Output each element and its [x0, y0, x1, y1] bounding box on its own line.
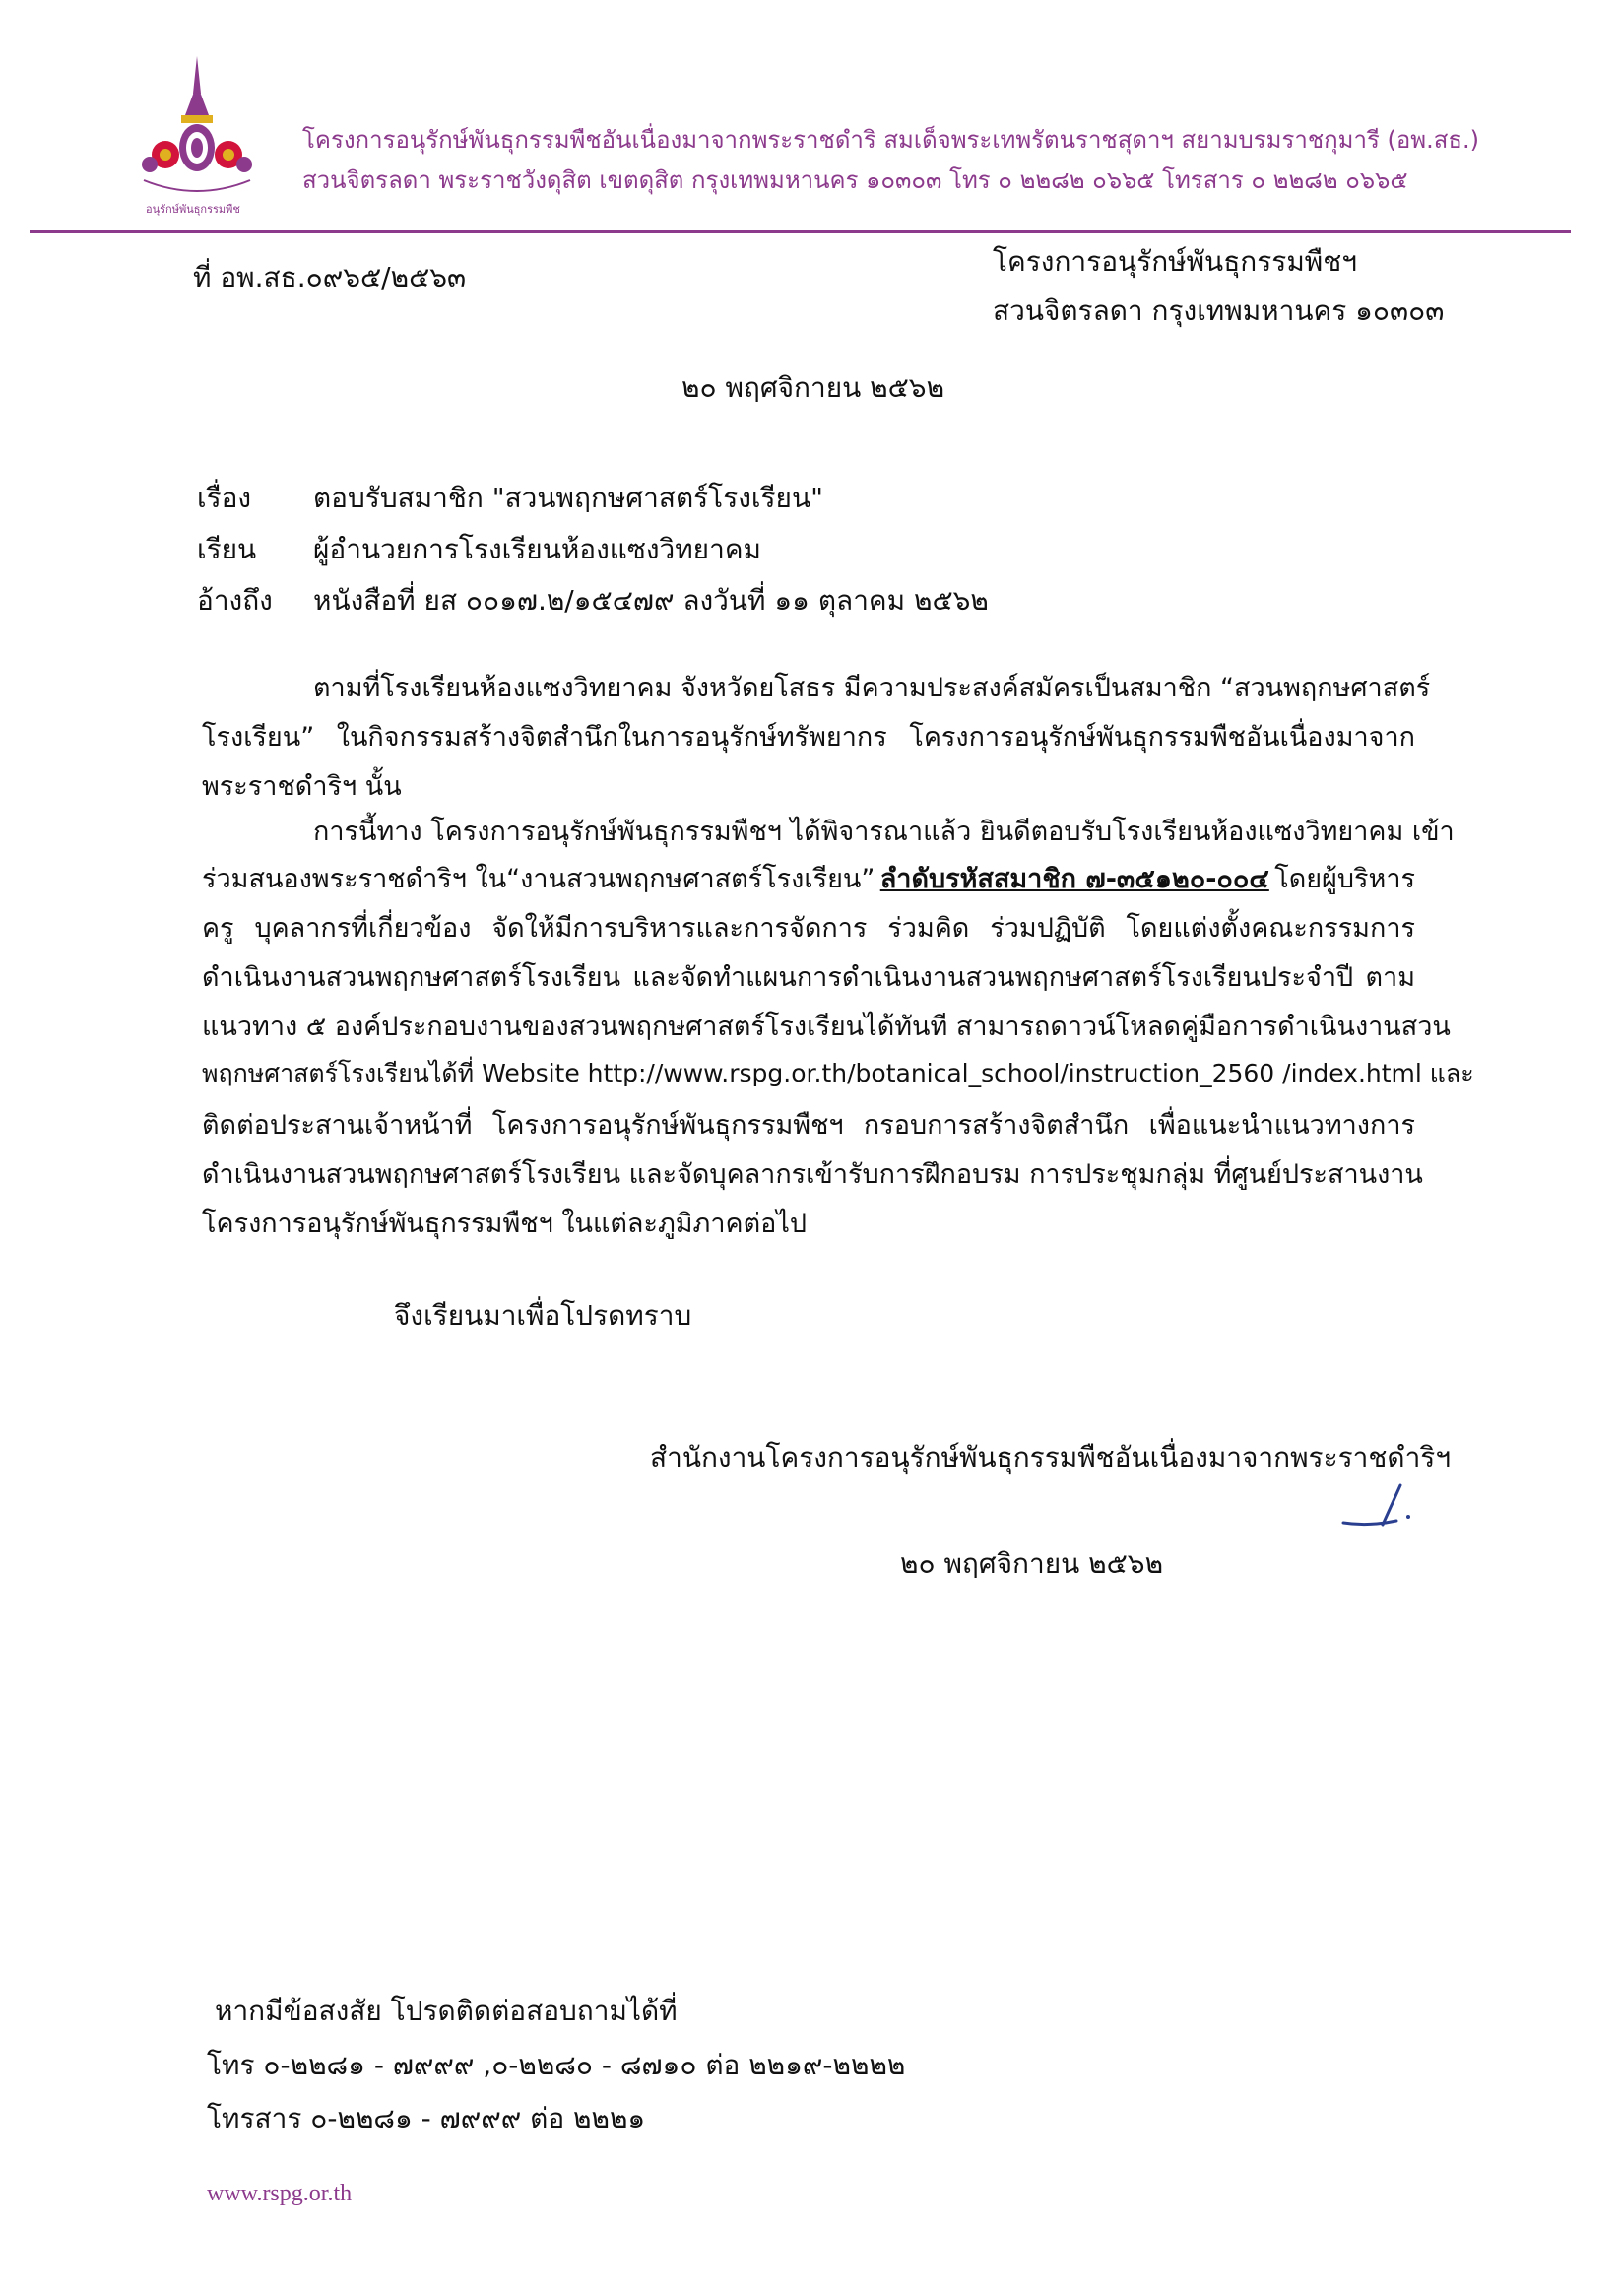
paragraph-1-line-2: โรงเรียน” ในกิจกรรมสร้างจิตสำนึกในการอนุรักษ์ทรัพยากร โครงการอนุรักษ์พันธุกรรมพืชอันเนื่องมาจาก: [202, 722, 1415, 753]
paragraph-2-line-6-website: พฤกษศาสตร์โรงเรียนได้ที่ Website http://www.rspg.or.th/botanical_school/instruction_2560 /index.html และ: [202, 1059, 1474, 1087]
paragraph-2-line-4: ดำเนินงานสวนพฤกษศาสตร์โรงเรียน และจัดทำแผนการดำเนินงานสวนพฤกษศาสตร์โรงเรียนประจำปี ตาม: [202, 962, 1415, 993]
reference-label: อ้างถึง: [197, 584, 273, 617]
paragraph-2-line-2-end: โดยผู้บริหาร: [1274, 864, 1415, 894]
footer-website-link[interactable]: www.rspg.or.th: [207, 2181, 353, 2206]
signature-mark-icon: [1339, 1477, 1418, 1537]
reference-value: หนังสือที่ ยส ๐๐๑๗.๒/๑๕๔๗๙ ลงวันที่ ๑๑ ตุลาคม ๒๕๖๒: [313, 584, 989, 617]
paragraph-2-line-2-start: ร่วมสนองพระราชดำริฯ ใน“งานสวนพฤกษศาสตร์โรงเรียน”: [202, 864, 875, 894]
letterhead-address-line: สวนจิตรลดา พระราชวังดุสิต เขตดุสิต กรุงเทพมหานคร ๑๐๓๐๓ โทร ๐ ๒๒๘๒ ๐๖๖๕ โทรสาร ๐ ๒๒๘๒ ๐๖๖๕: [302, 166, 1408, 194]
letterhead-project-line: โครงการอนุรักษ์พันธุกรรมพืชอันเนื่องมาจากพระราชดำริ สมเด็จพระเทพรัตนราชสุดาฯ สยามบรมราชกุมารี (อพ.สธ.): [302, 126, 1479, 154]
paragraph-2-line-1: การนี้ทาง โครงการอนุรักษ์พันธุกรรมพืชฯ ได้พิจารณาแล้ว ยินดีตอบรับโรงเรียนห้องแซงวิทยาคม เข้า: [313, 817, 1455, 847]
recipient-value: ผู้อำนวยการโรงเรียนห้องแซงวิทยาคม: [313, 533, 761, 565]
closing-text: จึงเรียนมาเพื่อโปรดทราบ: [394, 1299, 692, 1332]
letter-date: ๒๐ พฤศจิกายน ๒๕๖๒: [681, 371, 945, 404]
paragraph-2-line-3: ครู บุคลากรที่เกี่ยวข้อง จัดให้มีการบริหารและการจัดการ ร่วมคิด ร่วมปฏิบัติ โดยแต่งตั้งคณะกรรมการ: [202, 913, 1415, 944]
contact-phone: โทร ๐-๒๒๘๑ - ๗๙๙๙ ,๐-๒๒๘๐ - ๘๗๑๐ ต่อ ๒๒๑๙-๒๒๒๒: [207, 2049, 906, 2081]
contact-intro: หากมีข้อสงสัย โปรดติดต่อสอบถามได้ที่: [215, 1995, 678, 2027]
paragraph-2-line-7: ติดต่อประสานเจ้าหน้าที่ โครงการอนุรักษ์พันธุกรรมพืชฯ กรอบการสร้างจิตสำนึก เพื่อแนะนำแนวทางการ: [202, 1110, 1415, 1141]
handwritten-signature: [1339, 1477, 1418, 1537]
sender-address-line-1: โครงการอนุรักษ์พันธุกรรมพืชฯ: [993, 245, 1357, 278]
contact-fax: โทรสาร ๐-๒๒๘๑ - ๗๙๙๙ ต่อ ๒๒๒๑: [207, 2102, 646, 2134]
member-code: ลำดับรหัสสมาชิก ๗-๓๕๑๒๐-๐๐๔: [879, 864, 1269, 894]
logo-emblem-icon: [138, 54, 256, 202]
subject-label: เรื่อง: [197, 482, 252, 514]
signature-office: สำนักงานโครงการอนุรักษ์พันธุกรรมพืชอันเนื่องมาจากพระราชดำริฯ: [650, 1441, 1452, 1474]
reference-number: ที่ อพ.สธ.๐๙๖๕/๒๕๖๓: [193, 261, 467, 294]
signature-date: ๒๐ พฤศจิกายน ๒๕๖๒: [900, 1547, 1164, 1580]
letterhead: [0, 0, 1621, 236]
recipient-label: เรียน: [197, 533, 257, 565]
paragraph-2-line-9: โครงการอนุรักษ์พันธุกรรมพืชฯ ในแต่ละภูมิภาคต่อไป: [202, 1209, 808, 1239]
letterhead-divider: [30, 230, 1571, 233]
paragraph-1-line-1: ตามที่โรงเรียนห้องแซงวิทยาคม จังหวัดยโสธร มีความประสงค์สมัครเป็นสมาชิก “สวนพฤกษศาสตร์: [313, 673, 1431, 703]
paragraph-2-line-2: [202, 857, 1415, 899]
subject-value: ตอบรับสมาชิก "สวนพฤกษศาสตร์โรงเรียน": [313, 482, 823, 514]
paragraph-2-line-8: ดำเนินงานสวนพฤกษศาสตร์โรงเรียน และจัดบุคลากรเข้ารับการฝึกอบรม การประชุมกลุ่ม ที่ศูนย์ประสานงาน: [202, 1159, 1423, 1190]
logo-caption: อนุรักษ์พันธุกรรมพืช: [146, 203, 240, 216]
organization-logo: [138, 54, 256, 202]
sender-address-line-2: สวนจิตรลดา กรุงเทพมหานคร ๑๐๓๐๓: [993, 295, 1445, 327]
paragraph-1-line-3: พระราชดำริฯ นั้น: [202, 771, 402, 802]
paragraph-2-line-5: แนวทาง ๕ องค์ประกอบงานของสวนพฤกษศาสตร์โรงเรียนได้ทันที สามารถดาวน์โหลดคู่มือการดำเนินงานสวน: [202, 1012, 1451, 1042]
